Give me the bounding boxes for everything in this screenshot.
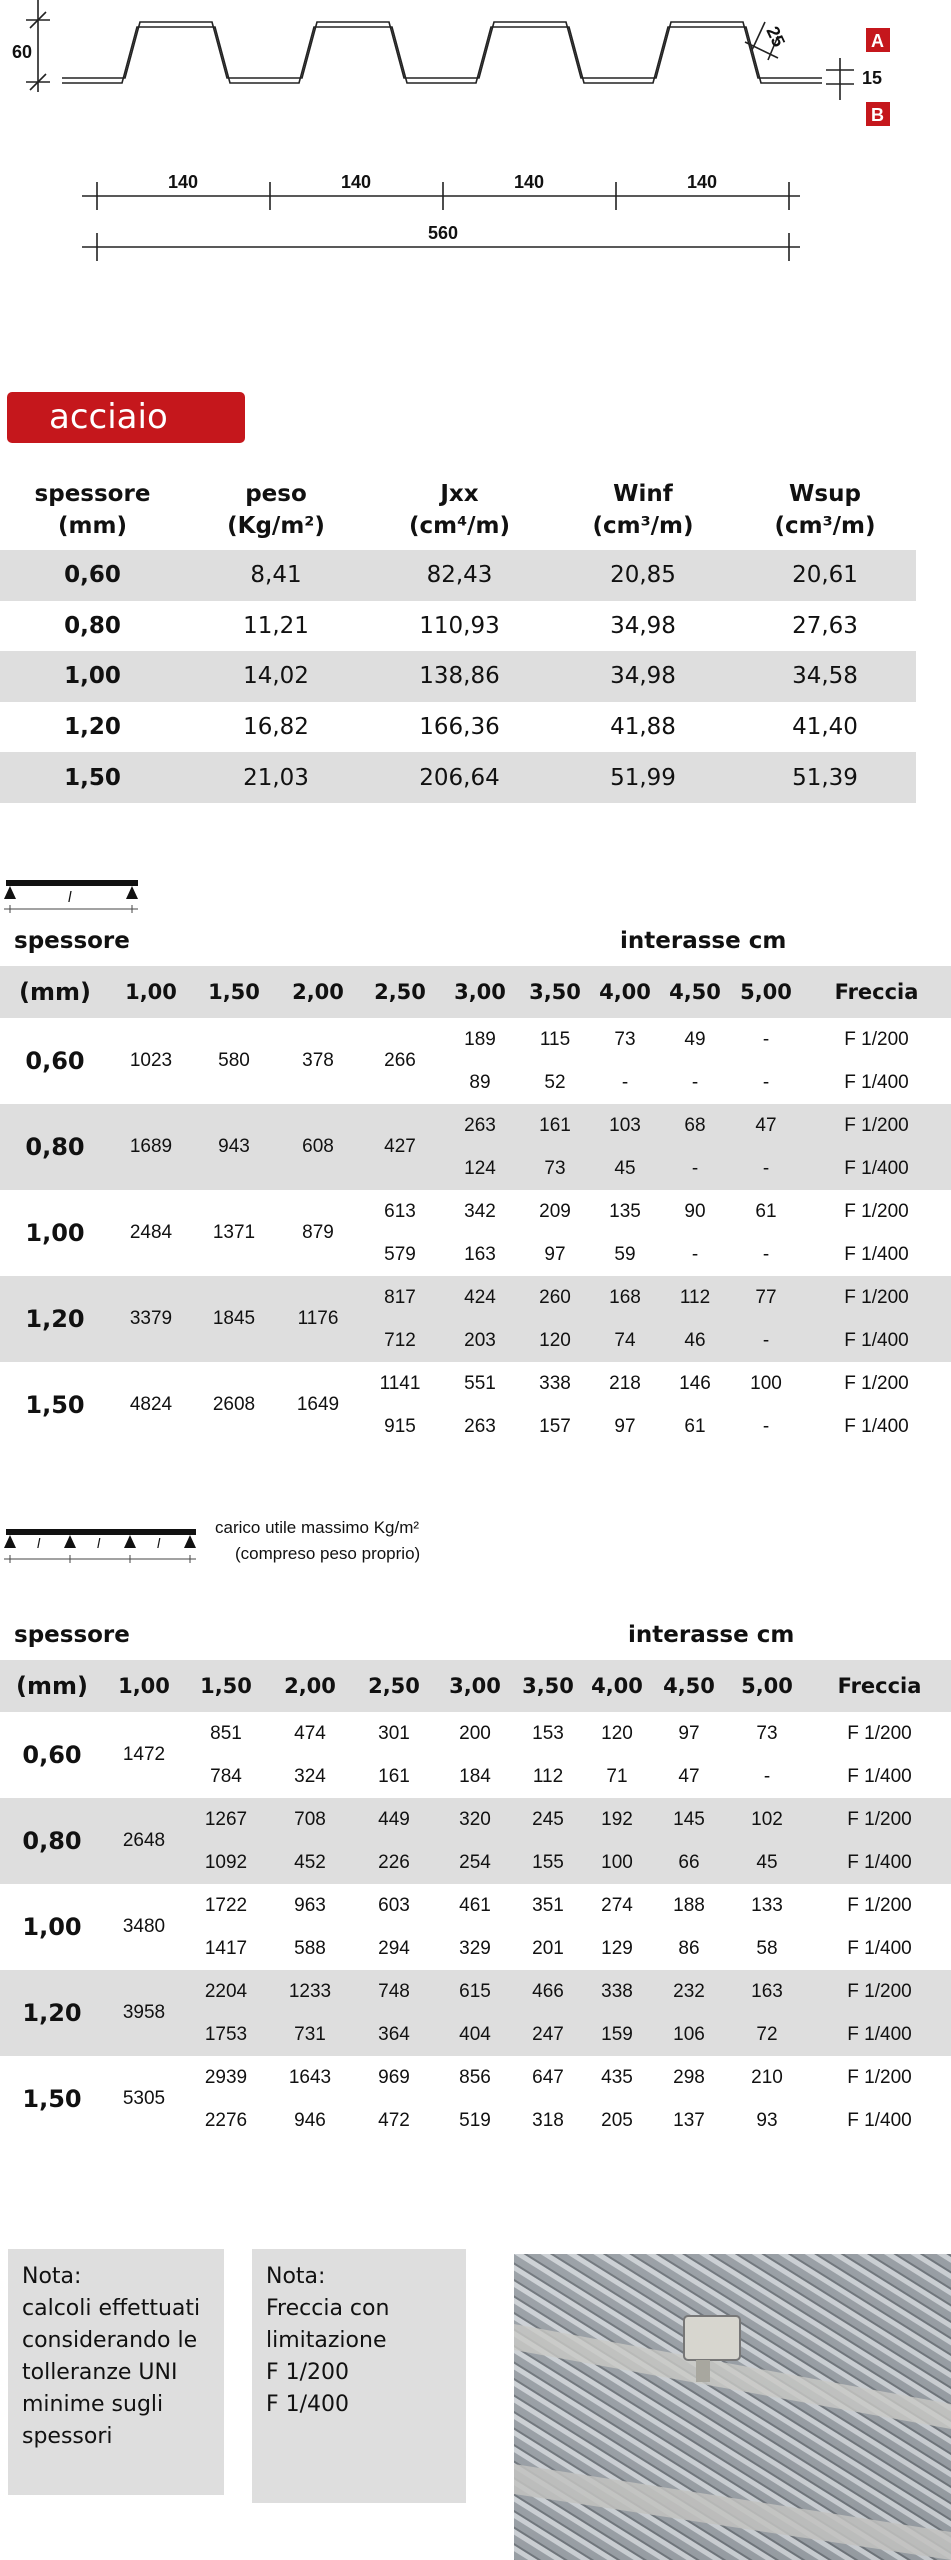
header-wsup: Wsup (cm³/m) — [774, 481, 876, 539]
cell: 324 — [294, 1765, 326, 1787]
table-row — [0, 1276, 951, 1319]
cell: 1,20 — [64, 714, 121, 741]
cell: 2484 — [129, 1222, 173, 1243]
cell: 1472 — [122, 1744, 166, 1765]
table2-interasse-label: interasse cm — [628, 1622, 795, 1648]
cell: - — [763, 1765, 771, 1787]
cell: 135 — [609, 1200, 641, 1222]
cell: 351 — [532, 1894, 564, 1916]
cell: 72 — [756, 2023, 778, 2045]
cell: 2939 — [204, 2066, 248, 2088]
cell: 206,64 — [419, 764, 500, 791]
load-table-multi-span — [0, 1660, 951, 2142]
cell: 1845 — [212, 1308, 256, 1329]
cell: F 1/400 — [847, 2023, 912, 2045]
cell: - — [762, 1157, 770, 1179]
cell: 301 — [378, 1722, 410, 1744]
cell: 110,93 — [419, 612, 500, 639]
cell: - — [621, 1071, 629, 1093]
header-cell: Freccia — [834, 980, 919, 1004]
cell: 603 — [378, 1894, 410, 1916]
header-cell: 4,00 — [599, 980, 651, 1004]
note-line: calcoli effettuati — [22, 2296, 201, 2321]
cell: 47 — [678, 1765, 700, 1787]
cell: F 1/200 — [847, 1894, 912, 1916]
table2-spessore-label: spessore — [14, 1622, 130, 1648]
table-row — [0, 2056, 951, 2099]
cell: F 1/200 — [844, 1114, 909, 1136]
cell: 89 — [469, 1071, 491, 1093]
table-row — [0, 1884, 951, 1927]
header-cell: 3,00 — [454, 980, 506, 1004]
note-line: F 1/400 — [266, 2392, 350, 2417]
single-span-beam-icon — [0, 875, 150, 921]
cell: 46 — [684, 1329, 706, 1351]
cell: 226 — [378, 1851, 410, 1873]
cell: 184 — [459, 1765, 491, 1787]
cell: 245 — [532, 1808, 564, 1830]
cell: 51,39 — [792, 764, 858, 791]
cell: 97 — [614, 1415, 636, 1437]
cell: - — [762, 1415, 770, 1437]
table-row — [0, 1018, 951, 1061]
cell: 1417 — [204, 1937, 248, 1959]
thickness-cell: 1,50 — [22, 2085, 82, 2113]
cell: 943 — [218, 1136, 250, 1157]
cell: 247 — [532, 2023, 564, 2045]
cell: 161 — [539, 1114, 571, 1136]
cell: 20,85 — [610, 562, 676, 589]
cell: 254 — [459, 1851, 491, 1873]
cell: 155 — [532, 1851, 564, 1873]
header-cell: 4,00 — [591, 1674, 643, 1698]
cell: 47 — [755, 1114, 777, 1136]
cell: F 1/200 — [847, 2066, 912, 2088]
cell: 0,60 — [64, 562, 121, 589]
table-row — [0, 1362, 951, 1405]
cell: 27,63 — [792, 612, 858, 639]
cell: 588 — [294, 1937, 326, 1959]
cell: 2608 — [212, 1394, 256, 1415]
cell: 615 — [459, 1980, 491, 2002]
table1-spessore-label: spessore — [14, 928, 130, 954]
cell: 320 — [459, 1808, 491, 1830]
cell: 106 — [673, 2023, 705, 2045]
header-cell: 5,00 — [741, 1674, 793, 1698]
cell: 34,98 — [610, 612, 676, 639]
cell: F 1/400 — [844, 1071, 909, 1093]
header-cell: 2,50 — [368, 1674, 420, 1698]
cell: 163 — [751, 1980, 783, 2002]
cell: 146 — [679, 1372, 711, 1394]
cell: 263 — [464, 1114, 496, 1136]
cell: 1141 — [379, 1372, 421, 1394]
cell: - — [762, 1243, 770, 1265]
cell: 784 — [210, 1765, 242, 1787]
cell: 474 — [294, 1722, 326, 1744]
cell: 731 — [294, 2023, 326, 2045]
cell: 466 — [532, 1980, 564, 2002]
thickness-cell: 1,20 — [22, 1999, 82, 2027]
cell: 68 — [684, 1114, 706, 1136]
header-cell: (mm) — [16, 1672, 88, 1700]
cell: 449 — [378, 1808, 410, 1830]
cell: F 1/200 — [844, 1028, 909, 1050]
span-label: l — [157, 1535, 161, 1551]
cell: 1722 — [204, 1894, 248, 1916]
cell: F 1/400 — [844, 1329, 909, 1351]
cell: 100 — [601, 1851, 633, 1873]
cell: 203 — [464, 1329, 496, 1351]
cell: 201 — [532, 1937, 564, 1959]
cell: 5305 — [122, 2088, 166, 2109]
cell: 963 — [294, 1894, 326, 1916]
cell: 103 — [609, 1114, 641, 1136]
cell: 14,02 — [243, 663, 309, 690]
thickness-cell: 0,60 — [25, 1047, 85, 1075]
span-label: l — [37, 1535, 41, 1551]
cell: 817 — [384, 1286, 416, 1308]
thickness-cell: 0,60 — [22, 1741, 82, 1769]
cell: F 1/400 — [847, 1851, 912, 1873]
header-cell: 1,50 — [200, 1674, 252, 1698]
cell: 77 — [755, 1286, 777, 1308]
cell: 145 — [673, 1808, 705, 1830]
cell: 112 — [532, 1765, 564, 1787]
cell: 51,99 — [610, 764, 676, 791]
cell: 163 — [464, 1243, 496, 1265]
cell: 1689 — [129, 1136, 173, 1157]
note-deflection — [252, 2249, 466, 2503]
cell: 41,40 — [792, 714, 858, 741]
cell: 61 — [755, 1200, 777, 1222]
note-line: Nota: — [22, 2264, 82, 2289]
cell: 52 — [544, 1071, 566, 1093]
cell: F 1/200 — [847, 1722, 912, 1744]
note-tolerances — [8, 2249, 224, 2495]
cell: - — [762, 1329, 770, 1351]
table-row — [0, 1712, 951, 1755]
table-row — [0, 601, 916, 652]
cell: - — [691, 1157, 699, 1179]
table-row — [0, 752, 916, 803]
note-line: F 1/200 — [266, 2360, 350, 2385]
header-winf: Winf (cm³/m) — [592, 481, 694, 539]
note-line: considerando le — [22, 2328, 198, 2353]
cell: - — [762, 1071, 770, 1093]
cell: 205 — [601, 2109, 633, 2131]
table1-interasse-label: interasse cm — [620, 928, 787, 954]
cell: 34,98 — [610, 663, 676, 690]
header-cell: 2,00 — [292, 980, 344, 1004]
table-row — [0, 1190, 951, 1233]
header-cell: 5,00 — [740, 980, 792, 1004]
cell: 97 — [678, 1722, 700, 1744]
thickness-cell: 0,80 — [25, 1133, 85, 1161]
cell: 748 — [378, 1980, 410, 2002]
cell: 427 — [384, 1136, 416, 1157]
cell: 71 — [606, 1765, 628, 1787]
cell: 263 — [464, 1415, 496, 1437]
cell: 166,36 — [419, 714, 500, 741]
cell: 2204 — [204, 1980, 248, 2002]
cell: F 1/200 — [847, 1980, 912, 2002]
cell: 364 — [378, 2023, 410, 2045]
cell: 11,21 — [243, 612, 309, 639]
header-cell: 4,50 — [663, 1674, 715, 1698]
table-row — [0, 702, 916, 753]
cell: 209 — [539, 1200, 571, 1222]
cell: 260 — [539, 1286, 571, 1308]
cell: 112 — [679, 1286, 711, 1308]
cell: 59 — [614, 1243, 636, 1265]
note-line: Nota: — [266, 2264, 326, 2289]
header-cell: 1,00 — [118, 1674, 170, 1698]
cell: 1176 — [297, 1308, 339, 1329]
cell: F 1/400 — [847, 2109, 912, 2131]
marker-b-label: B — [871, 105, 884, 125]
header-cell: 3,00 — [449, 1674, 501, 1698]
cell: 73 — [756, 1722, 778, 1744]
pitch-label: 140 — [686, 172, 718, 192]
cell: 157 — [539, 1415, 571, 1437]
cell: 86 — [678, 1937, 700, 1959]
cell: 49 — [684, 1028, 706, 1050]
dim-rib-label: 25 — [762, 23, 789, 50]
thickness-cell: 1,20 — [25, 1305, 85, 1333]
cell: 161 — [378, 1765, 410, 1787]
cell: 378 — [302, 1050, 334, 1071]
cell: 1649 — [296, 1394, 340, 1415]
material-title: acciaio — [7, 392, 245, 443]
cell: 294 — [378, 1937, 410, 1959]
cell: 647 — [532, 2066, 564, 2088]
header-cell: 1,50 — [208, 980, 260, 1004]
cell: 3958 — [122, 2002, 166, 2023]
table-row — [0, 1970, 951, 2013]
cell: 580 — [218, 1050, 250, 1071]
cell: F 1/200 — [844, 1200, 909, 1222]
cell: 452 — [294, 1851, 326, 1873]
load-table-single-span — [0, 966, 951, 1448]
cell: 210 — [751, 2066, 783, 2088]
cell: 74 — [614, 1329, 636, 1351]
span-label: l — [68, 889, 72, 906]
cell: 133 — [751, 1894, 783, 1916]
cell: F 1/400 — [844, 1157, 909, 1179]
cell: F 1/400 — [847, 1937, 912, 1959]
cell: 551 — [464, 1372, 496, 1394]
cell: 45 — [614, 1157, 636, 1179]
header-cell: 3,50 — [522, 1674, 574, 1698]
thickness-cell: 1,50 — [25, 1391, 85, 1419]
cell: 608 — [302, 1136, 334, 1157]
header-cell: 3,50 — [529, 980, 581, 1004]
total-width-label: 560 — [427, 223, 459, 243]
dim-height-label: 60 — [12, 42, 33, 62]
cell: F 1/400 — [844, 1243, 909, 1265]
note-line: spessori — [22, 2424, 113, 2449]
cell: 969 — [378, 2066, 410, 2088]
cell: 120 — [601, 1722, 633, 1744]
cell: 613 — [384, 1200, 416, 1222]
cell: 192 — [601, 1808, 633, 1830]
cell: 1753 — [204, 2023, 248, 2045]
header-cell: 2,50 — [374, 980, 426, 1004]
load-note-line2: (compreso peso proprio) — [235, 1544, 421, 1563]
cell: 519 — [459, 2109, 491, 2131]
cell: 41,88 — [610, 714, 676, 741]
cell: 21,03 — [243, 764, 309, 791]
cell: 97 — [544, 1243, 566, 1265]
table-row — [0, 550, 916, 601]
properties-header-row — [0, 470, 916, 550]
cell: 342 — [464, 1200, 496, 1222]
cell: 404 — [459, 2023, 491, 2045]
cell: 153 — [532, 1722, 564, 1744]
cell: 120 — [539, 1329, 571, 1351]
cell: 129 — [601, 1937, 633, 1959]
thickness-cell: 1,00 — [22, 1913, 82, 1941]
cell: 115 — [539, 1028, 571, 1050]
cell: 102 — [751, 1808, 783, 1830]
cell: 66 — [678, 1851, 700, 1873]
cell: 266 — [384, 1050, 416, 1071]
cell: - — [691, 1071, 699, 1093]
cell: 189 — [464, 1028, 496, 1050]
cell: 34,58 — [792, 663, 858, 690]
load-note-line1: carico utile massimo Kg/m² — [215, 1518, 420, 1537]
cell: 329 — [459, 1937, 491, 1959]
cell: 168 — [609, 1286, 641, 1308]
cell: 472 — [378, 2109, 410, 2131]
cell: 3480 — [122, 1916, 166, 1937]
properties-table — [0, 470, 916, 803]
cell: 159 — [601, 2023, 633, 2045]
cell: F 1/400 — [847, 1765, 912, 1787]
cell: 579 — [384, 1243, 416, 1265]
cell: 879 — [302, 1222, 334, 1243]
note-line: Freccia con — [266, 2296, 390, 2321]
header-thickness: spessore (mm) — [34, 481, 151, 539]
pitch-label: 140 — [513, 172, 545, 192]
cell: 338 — [601, 1980, 633, 2002]
cell: 856 — [459, 2066, 491, 2088]
note-line: tolleranze UNI — [22, 2360, 178, 2385]
cell: 1,50 — [64, 764, 121, 791]
cell: 90 — [684, 1200, 706, 1222]
cell: - — [762, 1028, 770, 1050]
cell: 338 — [539, 1372, 571, 1394]
pitch-label: 140 — [340, 172, 372, 192]
cell: 16,82 — [243, 714, 309, 741]
cell: 851 — [210, 1722, 242, 1744]
cell: 0,80 — [64, 612, 121, 639]
cell: 915 — [384, 1415, 416, 1437]
cell: 946 — [294, 2109, 326, 2131]
header-cell: 2,00 — [284, 1674, 336, 1698]
note-line: limitazione — [266, 2328, 387, 2353]
cell: 137 — [673, 2109, 705, 2131]
cell: 435 — [601, 2066, 633, 2088]
header-jxx: Jxx (cm⁴/m) — [408, 481, 511, 539]
multi-span-beam-icon — [0, 1525, 205, 1571]
thickness-cell: 0,80 — [22, 1827, 82, 1855]
cell: - — [691, 1243, 699, 1265]
cell: 73 — [614, 1028, 636, 1050]
cell: 298 — [673, 2066, 705, 2088]
cell: 3379 — [129, 1308, 173, 1329]
table-header-row — [0, 1660, 951, 1712]
cell: 1371 — [212, 1222, 256, 1243]
deck-installation-photo — [514, 2254, 951, 2560]
cell: 712 — [384, 1329, 416, 1351]
header-cell: Freccia — [837, 1674, 922, 1698]
cell: 93 — [756, 2109, 778, 2131]
cell: F 1/200 — [847, 1808, 912, 1830]
cell: 1267 — [204, 1808, 248, 1830]
cell: 2648 — [122, 1830, 166, 1851]
cell: 218 — [609, 1372, 641, 1394]
cell: 318 — [532, 2109, 564, 2131]
cell: 200 — [459, 1722, 491, 1744]
cell: F 1/400 — [844, 1415, 909, 1437]
cell: 4824 — [129, 1394, 173, 1415]
cell: 461 — [459, 1894, 491, 1916]
cell: 708 — [294, 1808, 326, 1830]
cell: 61 — [684, 1415, 706, 1437]
cell: 58 — [756, 1937, 778, 1959]
cell: 1023 — [129, 1050, 173, 1071]
header-cell: 1,00 — [125, 980, 177, 1004]
cell: 1092 — [204, 1851, 248, 1873]
cell: 73 — [544, 1157, 566, 1179]
table-row — [0, 651, 916, 702]
note-line: minime sugli — [22, 2392, 164, 2417]
header-cell: (mm) — [19, 978, 91, 1006]
cell: 124 — [464, 1157, 496, 1179]
cell: F 1/200 — [844, 1286, 909, 1308]
table-header-row — [0, 966, 951, 1018]
cell: 188 — [673, 1894, 705, 1916]
cell: 20,61 — [792, 562, 858, 589]
marker-a-label: A — [871, 31, 884, 51]
cell: 424 — [464, 1286, 496, 1308]
table-row — [0, 1104, 951, 1147]
cell: 45 — [756, 1851, 778, 1873]
cell: 1643 — [288, 2066, 332, 2088]
header-cell: 4,50 — [669, 980, 721, 1004]
cell: 82,43 — [426, 562, 493, 589]
cell: F 1/200 — [844, 1372, 909, 1394]
table-row — [0, 1798, 951, 1841]
cell: 232 — [673, 1980, 705, 2002]
span-label: l — [97, 1535, 101, 1551]
cell: 100 — [750, 1372, 782, 1394]
pitch-label: 140 — [167, 172, 199, 192]
cell: 1233 — [288, 1980, 332, 2002]
cell: 1,00 — [64, 663, 121, 690]
header-weight: peso (Kg/m²) — [227, 481, 325, 539]
cell: 8,41 — [250, 562, 302, 589]
cell: 274 — [601, 1894, 633, 1916]
thickness-cell: 1,00 — [25, 1219, 85, 1247]
deck-profile-drawing — [0, 0, 951, 270]
cell: 2276 — [204, 2109, 248, 2131]
cell: 138,86 — [419, 663, 500, 690]
dim-bottom-label: 15 — [862, 68, 883, 88]
